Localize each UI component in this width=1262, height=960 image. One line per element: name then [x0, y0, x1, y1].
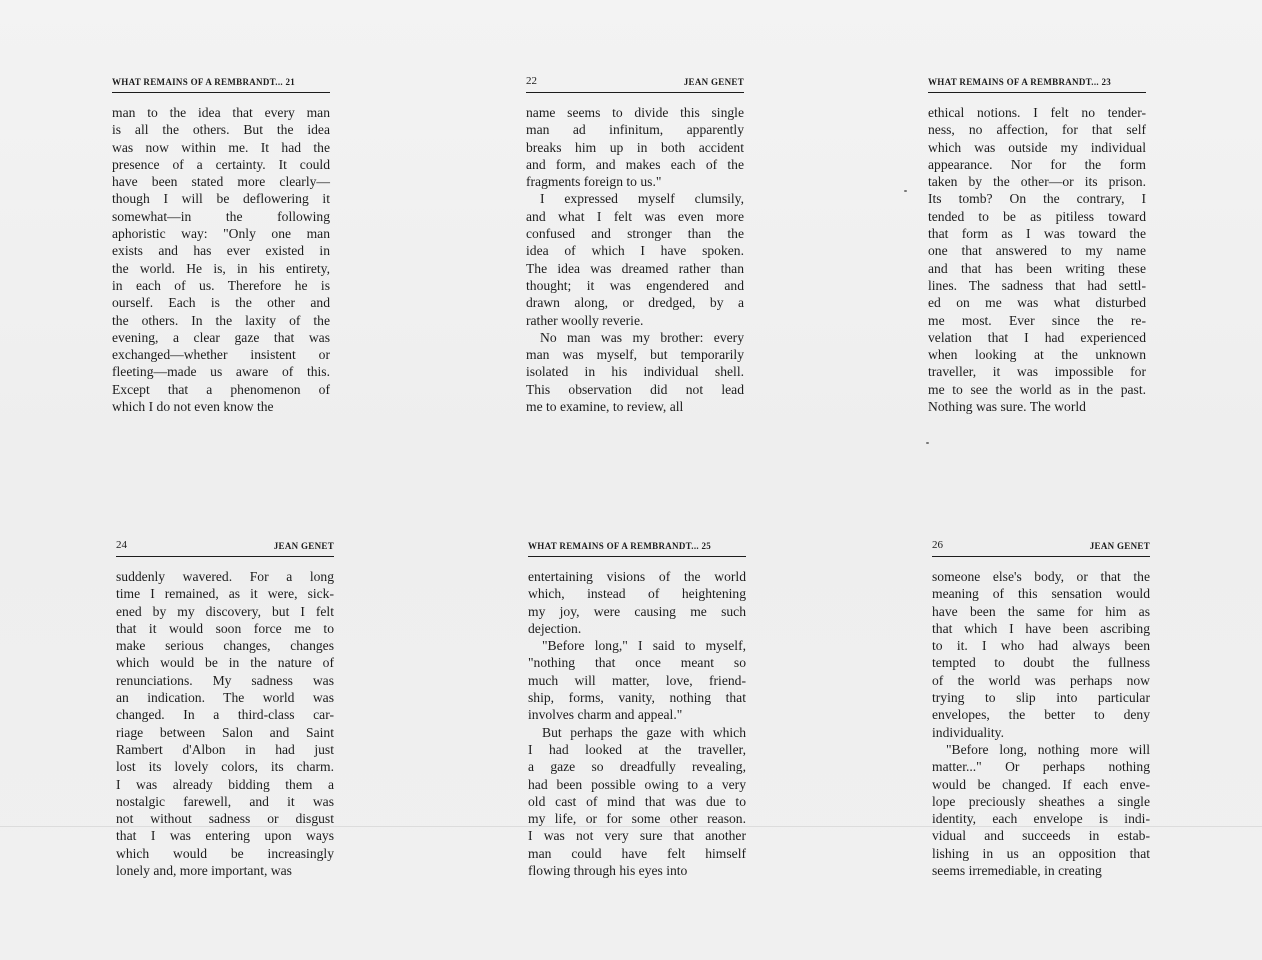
page-number: 22: [526, 75, 537, 87]
text-line: fleeting—made us aware of this.: [112, 364, 330, 380]
page-22: [526, 76, 744, 415]
page-body: [932, 568, 1150, 879]
text-line: that form as I was toward the: [928, 226, 1146, 242]
text-line: me most. Ever since the re-: [928, 312, 1146, 328]
text-line: traveller, it was impossible for: [928, 364, 1146, 380]
dust-speck: [926, 442, 929, 444]
text-line: which would be in the nature of: [116, 655, 334, 671]
running-head: WHAT REMAINS OF A REMBRANDT... 25: [528, 541, 712, 551]
text-line: ness, no affection, for that self: [928, 122, 1146, 138]
page-header: [528, 540, 746, 557]
page-24: [116, 540, 334, 879]
text-line: which was outside my individual: [928, 139, 1146, 155]
text-line: isolated in his individual shell.: [526, 364, 744, 380]
text-line: man ad infinitum, apparently: [526, 122, 744, 138]
text-line: would be changed. If each enve-: [932, 776, 1150, 792]
text-line: envelopes, the better to deny: [932, 707, 1150, 723]
text-line: an indication. The world was: [116, 690, 334, 706]
text-line: lishing in us an opposition that: [932, 845, 1150, 861]
text-line: Rambert d'Albon in had just: [116, 741, 334, 757]
text-line: I was already bidding them a: [116, 776, 334, 792]
text-line: and that has been writing these: [928, 260, 1146, 276]
text-line: when looking at the unknown: [928, 347, 1146, 363]
text-line: drawn along, or dredged, by a: [526, 295, 744, 311]
text-line: man to the idea that every man: [112, 105, 330, 120]
text-line: a gaze so dreadfully revealing,: [528, 759, 746, 775]
running-head: WHAT REMAINS OF A REMBRANDT... 21: [112, 77, 296, 87]
text-line: man was myself, but temporarily: [526, 347, 744, 363]
text-line: No man was my brother: every: [540, 329, 744, 345]
text-line: seems irremediable, in creating: [932, 863, 1102, 879]
text-line: suddenly wavered. For a long: [116, 569, 334, 584]
page-21: [112, 76, 330, 415]
text-line: tended to be as pitiless toward: [928, 208, 1146, 224]
text-line: my life, or for some other reason.: [528, 811, 746, 827]
text-line: have been stated more clearly—: [112, 174, 330, 190]
text-line: ethical notions. I felt no tender-: [928, 105, 1146, 120]
page-body: [112, 104, 330, 415]
page-body: [528, 568, 746, 879]
page-body: [526, 104, 744, 415]
text-line: man could have felt himself: [528, 845, 746, 861]
page-header: [932, 540, 1150, 557]
text-line: old cast of mind that was due to: [528, 793, 746, 809]
running-head: WHAT REMAINS OF A REMBRANDT... 23: [928, 77, 1112, 87]
text-line: name seems to divide this single: [526, 105, 744, 120]
text-line: in each of us. Therefore he is: [112, 277, 330, 293]
text-line: though I will be deflowering it: [112, 191, 330, 207]
text-line: was now within me. It had the: [112, 139, 330, 155]
text-line: appearance. Nor for the form: [928, 156, 1146, 172]
page-body: [928, 104, 1146, 415]
text-line: identity, each envelope is indi-: [932, 811, 1150, 827]
text-line: the world. He is, in his entirety,: [112, 260, 330, 276]
text-line: and form, and makes each of the: [526, 156, 744, 172]
text-line: which would be increasingly: [116, 845, 334, 861]
text-line: which I do not even know the: [112, 399, 274, 415]
running-head: JEAN GENET: [1089, 541, 1150, 551]
text-line: ourself. Each is the other and: [112, 295, 330, 311]
text-line: riage between Salon and Saint: [116, 724, 334, 740]
text-line: my joy, were causing me such: [528, 603, 746, 619]
text-line: trying to slip into particular: [932, 690, 1150, 706]
page-body: [116, 568, 334, 879]
text-line: velation that I had experienced: [928, 329, 1146, 345]
page-header: [112, 76, 330, 93]
text-line: not without sadness or disgust: [116, 811, 334, 827]
text-line: tempted to doubt the fullness: [932, 655, 1150, 671]
text-line: evening, a clear gaze that was: [112, 329, 330, 345]
page-26: [932, 540, 1150, 879]
page-header: [116, 540, 334, 557]
text-line: I had looked at the traveller,: [528, 741, 746, 757]
text-line: confused and stronger than the: [526, 226, 744, 242]
text-line: somewhat—in the following: [112, 208, 330, 224]
text-line: is all the others. But the idea: [112, 122, 330, 138]
text-line: one that answered to my name: [928, 243, 1146, 259]
text-line: exchanged—whether insistent or: [112, 347, 330, 363]
text-line: "Before long, nothing more will: [946, 741, 1150, 757]
text-line: meaning of this sensation would: [932, 586, 1150, 602]
page-header: [526, 76, 744, 93]
text-line: which, instead of heightening: [528, 586, 746, 602]
text-line: thought; it was engendered and: [526, 277, 744, 293]
text-line: ship, forms, vanity, nothing that: [528, 690, 746, 706]
text-line: me to see the world as in the past.: [928, 381, 1146, 397]
text-line: lonely and, more important, was: [116, 863, 292, 879]
text-line: matter..." Or perhaps nothing: [932, 759, 1150, 775]
text-line: I was not very sure that another: [528, 828, 746, 844]
text-line: changed. In a third-class car-: [116, 707, 334, 723]
page-23: [928, 76, 1146, 415]
text-line: and what I felt was even more: [526, 208, 744, 224]
text-line: presence of a certainty. It could: [112, 156, 330, 172]
text-line: "nothing that once meant so: [528, 655, 746, 671]
text-line: individuality.: [932, 724, 1004, 740]
text-line: fragments foreign to us.": [526, 174, 662, 190]
page-25: [528, 540, 746, 879]
page-number: 26: [932, 539, 943, 551]
text-line: to it. I who had always been: [932, 638, 1150, 654]
text-line: that which I have been ascribing: [932, 620, 1150, 636]
text-line: had been possible owing to a very: [528, 776, 746, 792]
text-line: breaks him up in both accident: [526, 139, 744, 155]
text-line: But perhaps the gaze with which: [542, 724, 746, 740]
text-line: rather woolly reverie.: [526, 312, 644, 328]
text-line: lines. The sadness that had settl-: [928, 277, 1146, 293]
text-line: that it would soon force me to: [116, 620, 334, 636]
text-line: renunciations. My sadness was: [116, 672, 334, 688]
text-line: time I remained, as it were, sick-: [116, 586, 334, 602]
text-line: Except that a phenomenon of: [112, 381, 330, 397]
text-line: much will matter, love, friend-: [528, 672, 746, 688]
text-line: ed on me was what disturbed: [928, 295, 1146, 311]
text-line: "Before long," I said to myself,: [542, 638, 746, 654]
text-line: me to examine, to review, all: [526, 399, 684, 415]
text-line: This observation did not lead: [526, 381, 744, 397]
page-header: [928, 76, 1146, 93]
text-line: of the world was perhaps now: [932, 672, 1150, 688]
dust-speck: [904, 190, 907, 192]
text-line: someone else's body, or that the: [932, 569, 1150, 584]
text-line: aphoristic way: "Only one man: [112, 226, 330, 242]
text-line: I expressed myself clumsily,: [540, 191, 744, 207]
running-head: JEAN GENET: [683, 77, 744, 87]
text-line: vidual and succeeds in estab-: [932, 828, 1150, 844]
text-line: entertaining visions of the world: [528, 569, 746, 584]
text-line: that I was entering upon ways: [116, 828, 334, 844]
text-line: dejection.: [528, 620, 582, 636]
text-line: exists and has ever existed in: [112, 243, 330, 259]
text-line: The idea was dreamed rather than: [526, 260, 744, 276]
text-line: taken by the other—or its prison.: [928, 174, 1146, 190]
running-head: JEAN GENET: [273, 541, 334, 551]
text-line: Its tomb? On the contrary, I: [928, 191, 1146, 207]
text-line: idea of which I have spoken.: [526, 243, 744, 259]
text-line: lope preciously sheathes a single: [932, 793, 1150, 809]
text-line: lost its lovely colors, its charm.: [116, 759, 334, 775]
text-line: nostalgic farewell, and it was: [116, 793, 334, 809]
text-line: the others. In the laxity of the: [112, 312, 330, 328]
page-number: 24: [116, 539, 127, 551]
text-line: ened by my discovery, but I felt: [116, 603, 334, 619]
text-line: flowing through his eyes into: [528, 863, 688, 879]
text-line: make serious changes, changes: [116, 638, 334, 654]
text-line: Nothing was sure. The world: [928, 399, 1086, 415]
text-line: have been the same for him as: [932, 603, 1150, 619]
text-line: involves charm and appeal.": [528, 707, 683, 723]
